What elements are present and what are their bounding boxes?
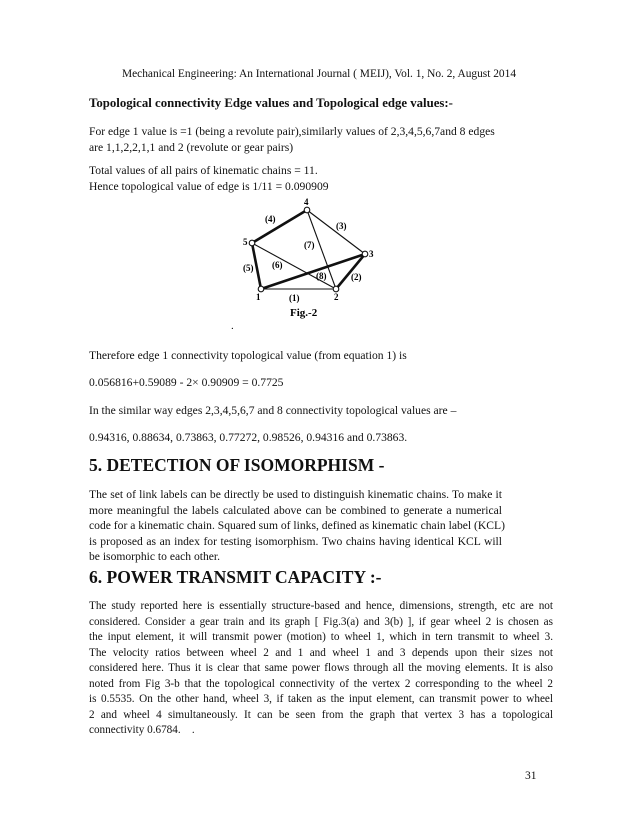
text-line: is proposed as an index for testing isomorphism. Two chains having identical KCL will — [89, 534, 502, 548]
vertex-2-node — [333, 286, 339, 292]
text-line: be isomorphic to each other. — [89, 550, 221, 563]
text-line: more meaningful the labels calculated above can be combined to generate a numerical — [89, 503, 502, 517]
text-line: The set of link labels can be directly be used to distinguish kinematic chains. To make it — [89, 488, 502, 501]
text-line: the input element, it will transmit power (motion) to wheel 1, which in tern transmit to wheel 3. — [89, 631, 553, 643]
paragraph-similar-way: In the similar way edges 2,3,4,5,6,7 and 8 connectivity topological values are – — [89, 404, 457, 417]
section-5-heading: 5. DETECTION OF ISOMORPHISM - — [89, 455, 385, 475]
running-header: Mechanical Engineering: An International Journal ( MEIJ), Vol. 1, No. 2, August 2014 — [121, 68, 517, 80]
vertex-label-4: 4 — [304, 197, 309, 207]
vertex-label-5: 5 — [243, 237, 248, 247]
text-line: considered. Consider a gear train and its graph [ Fig.3(a) and 3(b) ], if gear wheel 2 is chosen as — [89, 615, 553, 628]
text-line: Hence topological value of edge is 1/11 = 0.090909 — [89, 179, 329, 193]
edge-label-8: (8) — [316, 271, 327, 281]
text-line: The study reported here is essentially structure-based and hence, dimensions, strength, etc are not — [89, 600, 553, 612]
text-line: Total values of all pairs of kinematic chains = 11. — [89, 164, 318, 177]
edge-6-line — [252, 243, 336, 289]
vertex-3-node — [362, 251, 368, 257]
values-line: 0.94316, 0.88634, 0.73863, 0.77272, 0.98526, 0.94316 and 0.73863. — [89, 431, 408, 444]
edge-label-4: (4) — [265, 214, 276, 224]
vertex-label-1: 1 — [256, 292, 261, 302]
section-6-heading: 6. POWER TRANSMIT CAPACITY :- — [89, 567, 382, 587]
page-number: 31 — [525, 770, 537, 782]
edge-label-5: (5) — [243, 263, 254, 273]
text-line: noted from Fig 3-b that the topological connectivity of the vertex 2 corresponding to the wheel 2 — [89, 677, 553, 690]
vertex-5-node — [249, 240, 255, 246]
edge-label-7: (7) — [304, 240, 315, 250]
edge-label-1: (1) — [289, 293, 300, 303]
text-line: The velocity ratios between wheel 2 and 1 and wheel 1 and 3 depends upon their sizes not — [89, 646, 553, 659]
edge-3-line — [307, 210, 365, 254]
text-line: code for a kinematic chain. Squared sum of links, defined as kinematic chain label (KCL) — [89, 519, 505, 532]
edge-label-2: (2) — [351, 272, 362, 282]
figure-caption: Fig.-2 — [290, 307, 318, 319]
stray-dot: . — [231, 320, 234, 332]
text-line: For edge 1 value is =1 (being a revolute pair),similarly values of 2,3,4,5,6,7and 8 edges — [89, 125, 495, 138]
text-line: is 0.5535. On the other hand, wheel 3, if taken as the input element, can transmit power to wheel — [89, 693, 553, 705]
text-line: 2 and wheel 4 simultaneously. It can be seen from the graph that vertex 3 has a topological — [89, 708, 553, 721]
vertex-1-node — [258, 286, 264, 292]
paragraph-edge-values — [89, 124, 553, 155]
section-5-body — [89, 487, 505, 565]
paragraph-total-values — [89, 163, 553, 194]
vertex-4-node — [304, 207, 310, 213]
vertex-label-3: 3 — [369, 249, 374, 259]
section-6-body — [89, 599, 553, 739]
vertex-label-2: 2 — [334, 292, 339, 302]
text-line: connectivity 0.6784. . — [89, 724, 195, 736]
text-line: are 1,1,2,2,1,1 and 2 (revolute or gear pairs) — [89, 140, 294, 154]
edge-label-6: (6) — [272, 260, 283, 270]
paragraph-therefore: Therefore edge 1 connectivity topological value (from equation 1) is — [89, 349, 407, 362]
subheading: Topological connectivity Edge values and Topological edge values:- — [89, 96, 453, 110]
equation-line: 0.056816+0.59089 - 2× 0.90909 = 0.7725 — [89, 376, 284, 389]
edge-label-3: (3) — [336, 221, 347, 231]
text-line: considered here. Thus it is clear that same power flows through all the moving elements. It is also — [89, 662, 553, 674]
figure-2-graph — [225, 193, 385, 323]
edge-4-line — [252, 210, 307, 243]
